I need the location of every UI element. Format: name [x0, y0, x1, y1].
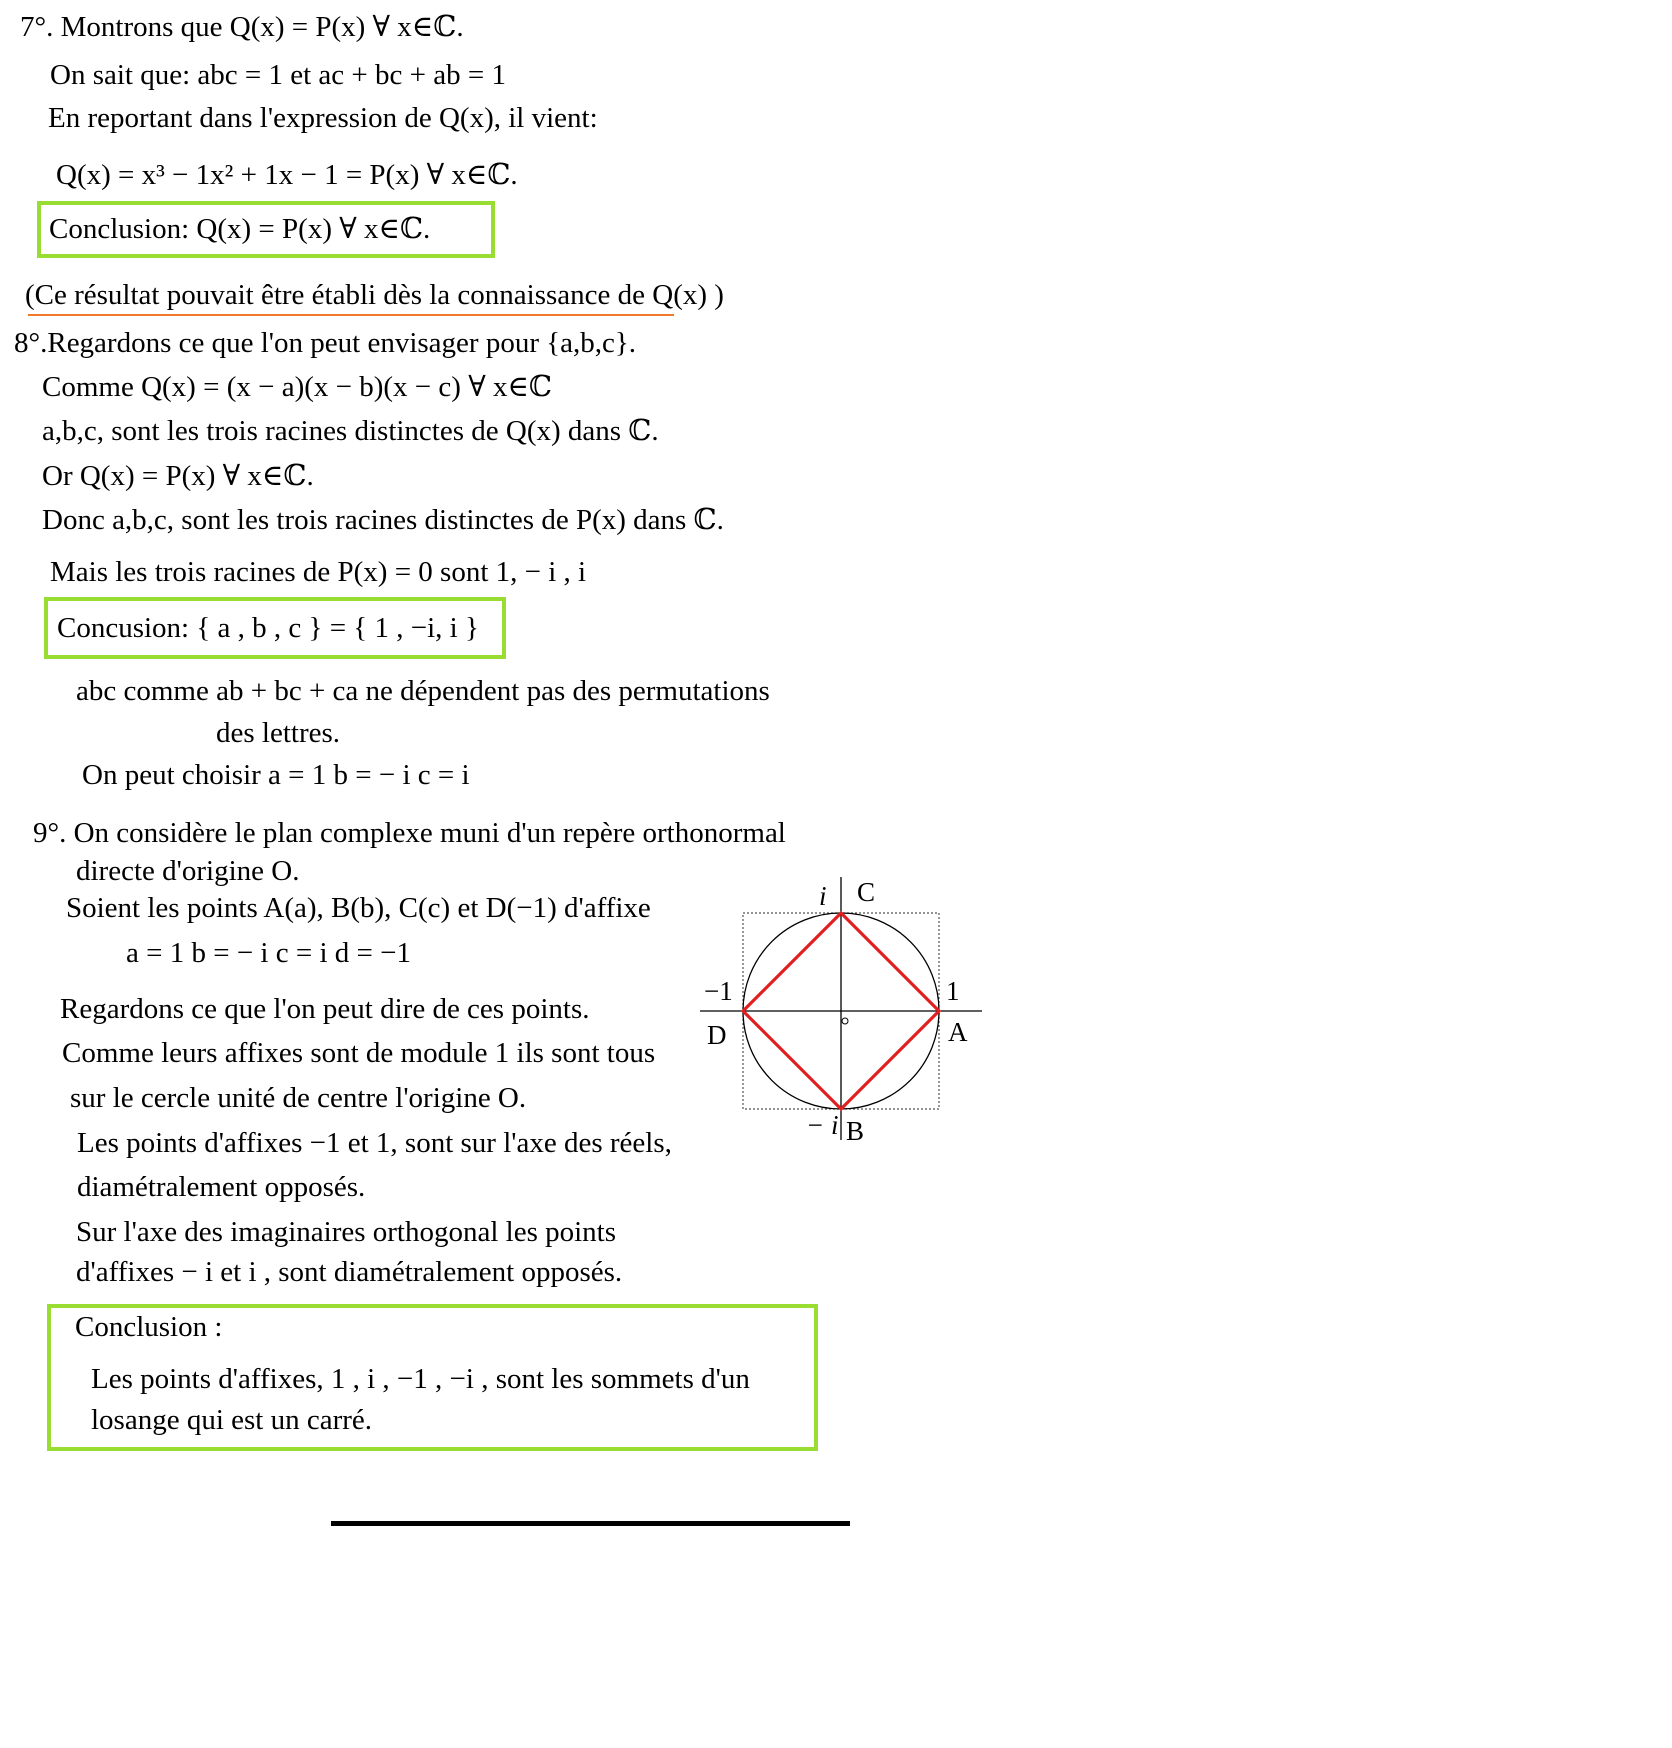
- s7-line-3: Q(x) = x³ − 1x² + 1x − 1 = P(x) ∀ x∈ℂ.: [56, 159, 518, 191]
- s8-line-5: Mais les trois racines de P(x) = 0 sont 1, − i , i: [50, 556, 587, 588]
- s7-remark: (Ce résultat pouvait être établi dès la connaissance de Q(x) ): [25, 279, 724, 311]
- s9-title: 9°. On considère le plan complexe muni d'un repère orthonormal: [33, 817, 786, 849]
- s9-title-2: directe d'origine O.: [76, 855, 300, 887]
- s7-line-1: On sait que: abc = 1 et ac + bc + ab = 1: [50, 59, 506, 91]
- label-minus-1: −1: [704, 976, 733, 1006]
- s7-line-2: En reportant dans l'expression de Q(x), il vient:: [48, 102, 598, 134]
- label-B: B: [846, 1116, 865, 1146]
- s9-line-1: Soient les points A(a), B(b), C(c) et D(−1) d'affixe: [66, 892, 651, 924]
- s8-conclusion: Concusion: { a , b , c } = { 1 , −i, i }: [57, 612, 479, 644]
- dotted-bounding-square: [743, 913, 939, 1109]
- s9-line-9: d'affixes − i et i , sont diamétralement opposés.: [76, 1256, 623, 1288]
- s8-line-7: des lettres.: [216, 717, 341, 749]
- origin-marker: [842, 1018, 848, 1024]
- s9-line-5: sur le cercle unité de centre l'origine O.: [70, 1082, 527, 1114]
- s8-line-3: Or Q(x) = P(x) ∀ x∈ℂ.: [42, 460, 314, 492]
- label-A: A: [948, 1017, 968, 1047]
- end-rule: [331, 1521, 850, 1526]
- s8-title: 8°.Regardons ce que l'on peut envisager pour {a,b,c}.: [14, 327, 637, 359]
- s9-conclusion-line-1: Les points d'affixes, 1 , i , −1 , −i , sont les sommets d'un: [91, 1363, 750, 1395]
- s9-line-4: Comme leurs affixes sont de module 1 ils sont tous: [62, 1037, 656, 1069]
- s9-conclusion-title: Conclusion :: [75, 1311, 223, 1343]
- square-abcd: [743, 913, 939, 1109]
- s8-line-2: a,b,c, sont les trois racines distinctes de Q(x) dans ℂ.: [42, 415, 659, 447]
- s8-line-1: Comme Q(x) = (x − a)(x − b)(x − c) ∀ x∈ℂ: [42, 371, 552, 403]
- label-D: D: [707, 1020, 727, 1050]
- s9-line-8: Sur l'axe des imaginaires orthogonal les points: [76, 1216, 617, 1248]
- s7-conclusion: Conclusion: Q(x) = P(x) ∀ x∈ℂ.: [49, 213, 431, 245]
- s9-conclusion-line-2: losange qui est un carré.: [91, 1404, 373, 1436]
- s7-title: 7°. Montrons que Q(x) = P(x) ∀ x∈ℂ.: [20, 11, 464, 43]
- unit-circle: [743, 913, 939, 1109]
- s8-line-6: abc comme ab + bc + ca ne dépendent pas des permutations: [76, 675, 770, 707]
- s9-line-7: diamétralement opposés.: [77, 1171, 366, 1203]
- s8-line-8: On peut choisir a = 1 b = − i c = i: [82, 759, 470, 791]
- s7-remark-underline: [28, 314, 674, 316]
- s9-line-3: Regardons ce que l'on peut dire de ces points.: [60, 993, 590, 1025]
- label-C: C: [857, 877, 876, 907]
- s9-line-2: a = 1 b = − i c = i d = −1: [126, 937, 411, 969]
- label-i: i: [819, 881, 827, 911]
- s9-line-6: Les points d'affixes −1 et 1, sont sur l'axe des réels,: [77, 1127, 672, 1159]
- s8-line-4: Donc a,b,c, sont les trois racines distinctes de P(x) dans ℂ.: [42, 504, 724, 536]
- label-1: 1: [946, 976, 960, 1006]
- label-minus-i: − i: [806, 1110, 839, 1140]
